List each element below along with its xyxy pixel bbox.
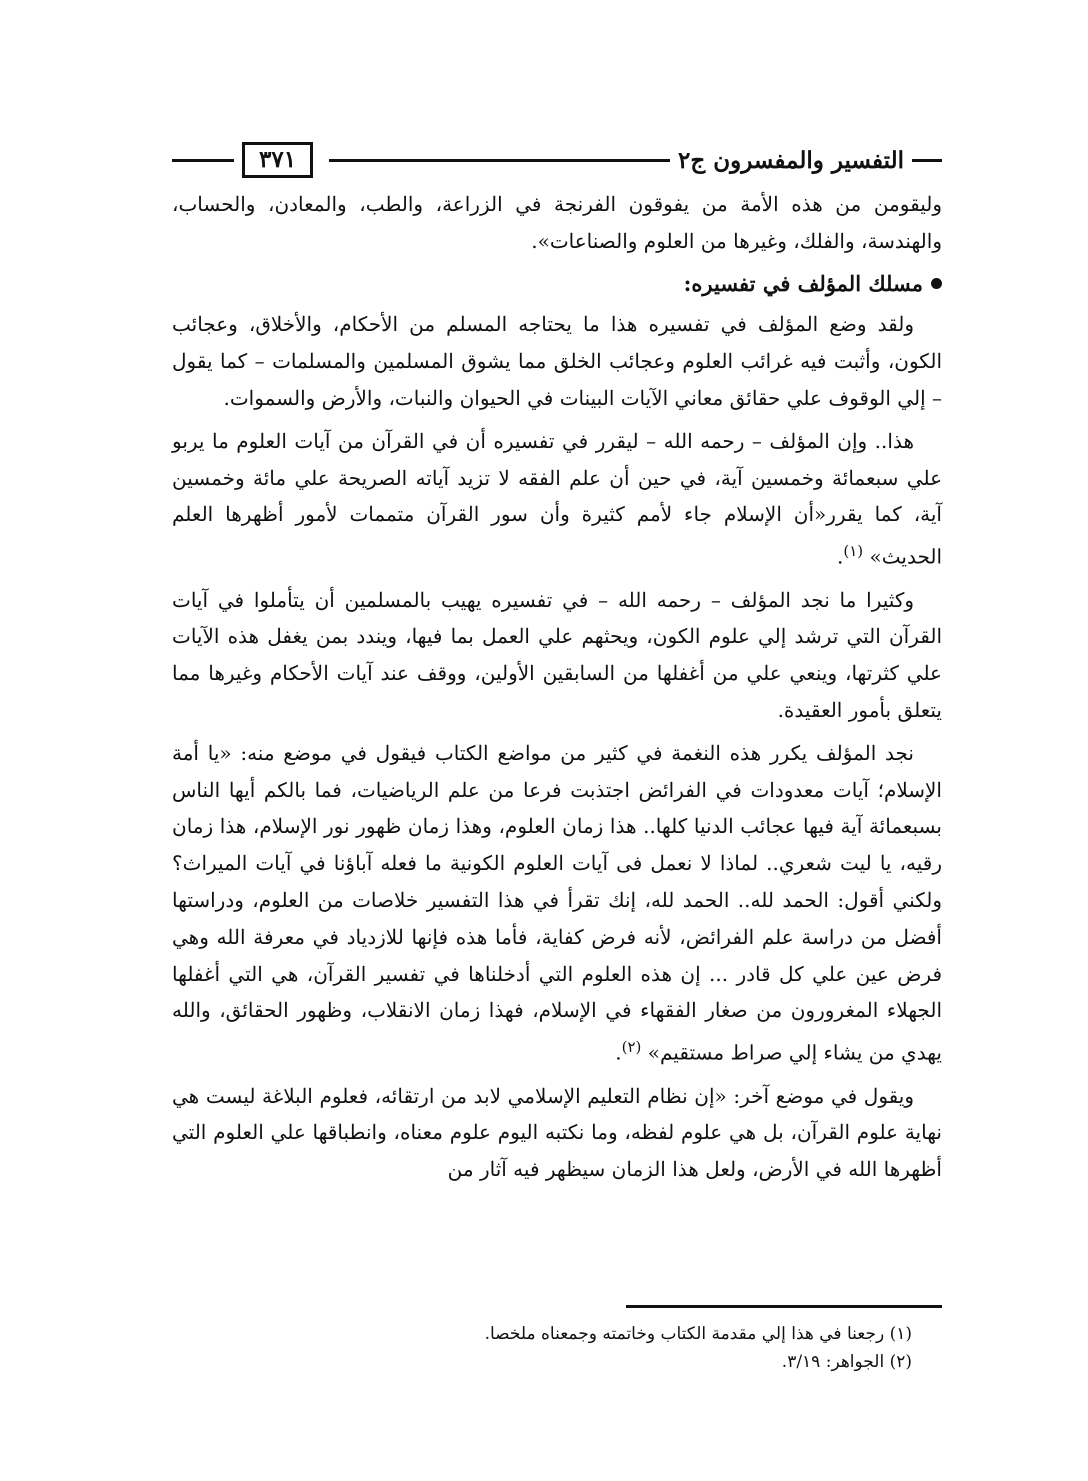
- footnote-ref-1[interactable]: (١): [843, 542, 864, 561]
- footnote-1: (١) رجعنا في هذا إلي مقدمة الكتاب وخاتمته وجمعناه ملخصا.: [484, 1324, 912, 1344]
- section-heading: [172, 266, 942, 303]
- book-title: التفسير والمفسرون ج٢: [678, 146, 904, 174]
- footnote-2: (٢) الجواهر: ٣/١٩.: [781, 1352, 912, 1372]
- running-header: [172, 140, 942, 180]
- header-rule-middle: [329, 159, 670, 162]
- paragraph: ولقد وضع المؤلف في تفسيره هذا ما يحتاجه المسلم من الأحكام، والأخلاق، وعجائب الكون، وأثبت فيه غرائب العلوم وعجائب الخلق مما يشوق المسلمين والمسلمات – كما يقول – إلي الوقوف علي حقائق معاني الآيات البينات في الحيوان والنبات، والأرض والسموات.: [172, 312, 942, 410]
- paragraph-continuation: وليقومن من هذه الأمة من يفوقون الفرنجة في الزراعة، والطب، والمعادن، والحساب، والهندسة، والفلك، وغيرها من العلوم والصناعات».: [172, 192, 942, 253]
- header-rule-right: [912, 159, 942, 162]
- paragraph: نجد المؤلف يكرر هذه النغمة في كثير من مواضع الكتاب فيقول في موضع منه: «يا أمة الإسلام؛ آيات معدودات في الفرائض اجتذبت فرعا من علم الرياضيات، فما بالكم أيها الناس بسبعمائة آية فيها عجائب الدنيا كلها.. هذا زمان العلوم، وهذا زمان ظهور نور الإسلام، هذا زمان رقيه، يا ليت شعري.. لماذا لا نعمل فى آيات العلوم الكونية ما فعله آباؤنا في آيات الميراث؟ولكني أقول: الحمد لله.. الحمد لله، إنك تقرأ في هذا التفسير خلاصات من العلوم، ودراستها أفضل من دراسة علم الفرائض، لأنه فرض كفاية، فأما هذه فإنها للازدياد في معرفة الله وهي فرض عين علي كل قادر ... إن هذه العلوم التي أدخلناها في تفسير القرآن، هي التي أغفلها الجهلاء المغرورون من صغار الفقهاء في الإسلام، فهذا زمان الانقلاب، وظهور الحقائق، والله يهدي من يشاء إلي صراط مستقيم» $^{(٢)}$.: [172, 740, 942, 1065]
- footnote-ref-2[interactable]: (٢): [621, 1038, 642, 1057]
- paragraph-text: هذا.. وإن المؤلف – رحمه الله – ليقرر في تفسيره أن في القرآن من آيات العلوم ما يربو علي سبعمائة وخمسين آية، في حين أن علم الفقه لا تزيد آياته الصريحة علي مائة وخمسين آية، كما يقرر«أن الإسلام جاء لأمم كثيرة وأن سور القرآن متممات لأمور أظهرها العلم الحديث»: [172, 428, 942, 569]
- paragraph: هذا.. وإن المؤلف – رحمه الله – ليقرر في تفسيره أن في القرآن من آيات العلوم ما يربو علي سبعمائة وخمسين آية، في حين أن علم الفقه لا تزيد آياته الصريحة علي مائة وخمسين آية، كما يقرر«أن الإسلام جاء لأمم كثيرة وأن سور القرآن متممات لأمور أظهرها العلم الحديث» $^{(١)}$.: [172, 428, 942, 569]
- page-number: ٣٧١: [242, 142, 313, 178]
- bullet-icon: [931, 278, 942, 289]
- main-text: [172, 186, 942, 1194]
- paragraph-text: نجد المؤلف يكرر هذه النغمة في كثير من مواضع الكتاب فيقول في موضع منه: «يا أمة الإسلام؛ آيات معدودات في الفرائض اجتذبت فرعا من علم الرياضيات، فما بالكم أيها الناس بسبعمائة آية فيها عجائب الدنيا كلها.. هذا زمان العلوم، وهذا زمان ظهور نور الإسلام، هذا زمان رقيه، يا ليت شعري.. لماذا لا نعمل فى آيات العلوم الكونية ما فعله آباؤنا في آيات الميراث؟ولكني أقول: الحمد لله.. الحمد لله، إنك تقرأ في هذا التفسير خلاصات من العلوم، ودراستها أفضل من دراسة علم الفرائض، لأنه فرض كفاية، فأما هذه فإنها للازدياد في معرفة الله وهي فرض عين علي كل قادر ... إن هذه العلوم التي أدخلناها في تفسير القرآن، هي التي أغفلها الجهلاء المغرورون من صغار الفقهاء في الإسلام، فهذا زمان الانقلاب، وظهور الحقائق، والله يهدي من يشاء إلي صراط مستقيم»: [172, 740, 942, 1065]
- header-rule-left: [172, 159, 234, 162]
- paragraph: ويقول في موضع آخر: «إن نظام التعليم الإسلامي لابد من ارتقائه، فعلوم البلاغة ليست هي نهاية علوم القرآن، بل هي علوم لفظه، وما نكتبه اليوم علوم معناه، وانطباقها علي العلوم التي أظهرها الله في الأرض، ولعل هذا الزمان سيظهر فيه آثار من: [172, 1083, 942, 1182]
- section-heading-text: مسلك المؤلف في تفسيره:: [683, 270, 923, 296]
- footnotes: [172, 1320, 942, 1376]
- footnote-separator: [626, 1305, 942, 1308]
- paragraph: وكثيرا ما نجد المؤلف – رحمه الله – في تفسيره يهيب بالمسلمين أن يتأملوا في آيات القرآن التي ترشد إلي علوم الكون، ويحثهم علي العمل بما فيها، ويندد بمن يغفل هذه الآيات علي كثرتها، وينعي علي من أغفلها من السابقين الأولين، ووقف عند آيات الأحكام وغيرها مما يتعلق بأمور العقيدة.: [172, 587, 942, 723]
